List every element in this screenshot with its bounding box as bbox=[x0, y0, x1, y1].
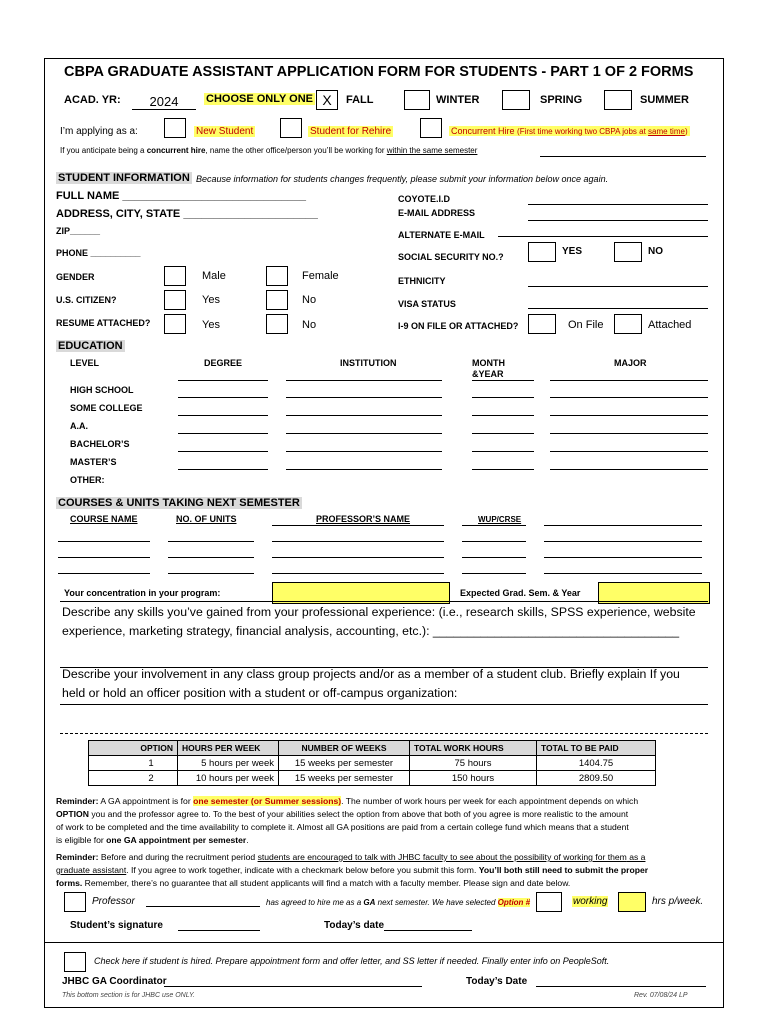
course-name-input[interactable] bbox=[58, 573, 150, 574]
ssn-yes-checkbox[interactable] bbox=[528, 242, 556, 262]
hrs-week-label: hrs p/week. bbox=[652, 896, 704, 907]
month-year-input[interactable] bbox=[472, 451, 534, 452]
email-label: E-MAIL ADDRESS bbox=[398, 208, 476, 218]
table-cell: 15 weeks per semester bbox=[279, 756, 410, 771]
major-input[interactable] bbox=[550, 451, 708, 452]
alt-email-label: ALTERNATE E-MAIL bbox=[398, 230, 485, 240]
question-involvement: Describe your involvement in any class group projects and/or as a member of a student club. Briefly explain If you bbox=[62, 667, 680, 681]
units-header: NO. OF UNITS bbox=[176, 514, 237, 524]
options-header-paid: TOTAL TO BE PAID bbox=[537, 741, 656, 756]
month-year-input[interactable] bbox=[472, 380, 534, 381]
wup-input[interactable] bbox=[462, 557, 526, 558]
table-cell: 75 hours bbox=[410, 756, 537, 771]
course-name-input[interactable] bbox=[58, 557, 150, 558]
degree-input[interactable] bbox=[178, 380, 268, 381]
table-cell: 15 weeks per semester bbox=[279, 771, 410, 786]
options-table bbox=[88, 740, 656, 786]
reminder-one: Reminder: A GA appointment is for one semester (or Summer sessions). The number of work hours per week for each appointment depends on which OPTION you and the professor agree to. To the best of your abilities select the option from above that both of you agree is more realistic to the amount of work to be completed and the time availability to complete it. Almost all GA positions are paid from a certain college fund which means that a student is eligible for one GA appointment per semester. bbox=[56, 796, 639, 845]
question-involvement-cont: held or hold an officer position with a student or off-campus organization: bbox=[62, 686, 458, 700]
table-cell: 1 bbox=[89, 756, 178, 771]
coyote-id-label: COYOTE.I.D bbox=[398, 194, 451, 204]
professor-label: Professor bbox=[92, 896, 135, 907]
email-input[interactable] bbox=[528, 220, 708, 221]
resume-no-checkbox[interactable] bbox=[266, 314, 288, 334]
ssn-label: SOCIAL SECURITY NO.? bbox=[398, 252, 504, 262]
degree-header: DEGREE bbox=[204, 358, 243, 368]
professor-name-input[interactable] bbox=[272, 573, 444, 574]
fall-label: FALL bbox=[346, 94, 374, 106]
level-masters: MASTER’S bbox=[70, 457, 117, 467]
winter-label: WINTER bbox=[436, 94, 480, 106]
citizen-yes-label: Yes bbox=[202, 294, 220, 306]
institution-header: INSTITUTION bbox=[340, 358, 397, 368]
full-name-field[interactable]: FULL NAME ______________________________ bbox=[56, 190, 306, 202]
professor-name-input[interactable] bbox=[272, 525, 444, 526]
level-aa: A.A. bbox=[70, 421, 88, 431]
wup-input[interactable] bbox=[462, 525, 526, 526]
working-label: working bbox=[573, 896, 608, 907]
institution-input[interactable] bbox=[286, 469, 442, 470]
professor-header: PROFESSOR’S NAME bbox=[316, 514, 411, 524]
citizen-no-checkbox[interactable] bbox=[266, 290, 288, 310]
question-skills: Describe any skills you’ve gained from your professional experience: (i.e., research skills, SPSS experience, website bbox=[62, 605, 696, 619]
resume-yes-checkbox[interactable] bbox=[164, 314, 186, 334]
today-date-label: Today’s date bbox=[324, 920, 385, 931]
extra-input[interactable] bbox=[544, 557, 702, 558]
major-input[interactable] bbox=[550, 397, 708, 398]
month-year-input[interactable] bbox=[472, 397, 534, 398]
hired-checkbox[interactable] bbox=[64, 952, 86, 972]
summer-label: SUMMER bbox=[640, 94, 689, 106]
institution-input[interactable] bbox=[286, 397, 442, 398]
concurrent-checkbox[interactable] bbox=[420, 118, 442, 138]
options-header-hours: HOURS PER WEEK bbox=[178, 741, 279, 756]
summer-checkbox[interactable] bbox=[604, 90, 632, 110]
units-input[interactable] bbox=[168, 557, 254, 558]
degree-input[interactable] bbox=[178, 433, 268, 434]
major-input[interactable] bbox=[550, 415, 708, 416]
level-high-school: HIGH SCHOOL bbox=[70, 385, 134, 395]
spring-checkbox[interactable] bbox=[502, 90, 530, 110]
concurrent-hint: If you anticipate being a concurrent hire, name the other office/person you’ll be working for within the same semester bbox=[60, 146, 478, 155]
education-heading: EDUCATION bbox=[58, 340, 123, 352]
year-header: &YEAR bbox=[472, 369, 504, 379]
degree-input[interactable] bbox=[178, 451, 268, 452]
alt-email-input[interactable] bbox=[498, 236, 708, 237]
fall-checkbox[interactable]: X bbox=[316, 90, 338, 110]
extra-input[interactable] bbox=[544, 573, 702, 574]
ssn-no-checkbox[interactable] bbox=[614, 242, 642, 262]
institution-input[interactable] bbox=[286, 433, 442, 434]
level-bachelors: BACHELOR’S bbox=[70, 439, 130, 449]
agreement-checkbox[interactable] bbox=[64, 892, 86, 912]
student-info-heading: STUDENT INFORMATION bbox=[58, 172, 190, 184]
footer-date-label: Today’s Date bbox=[466, 976, 528, 987]
female-checkbox[interactable] bbox=[266, 266, 288, 286]
table-row bbox=[89, 771, 656, 786]
revision-label: Rev. 07/08/24 LP bbox=[634, 992, 688, 999]
institution-input[interactable] bbox=[286, 380, 442, 381]
wup-input[interactable] bbox=[462, 541, 526, 542]
choose-only-one-label: CHOOSE ONLY ONE bbox=[206, 93, 313, 105]
gender-label: GENDER bbox=[56, 272, 95, 282]
bottom-note: This bottom section is for JHBC use ONLY. bbox=[62, 992, 195, 999]
month-year-input[interactable] bbox=[472, 433, 534, 434]
new-student-checkbox[interactable] bbox=[164, 118, 186, 138]
coordinator-input[interactable] bbox=[164, 986, 422, 987]
acad-yr-label: ACAD. YR: bbox=[64, 94, 121, 106]
extra-input[interactable] bbox=[544, 541, 702, 542]
i9-label: I-9 ON FILE OR ATTACHED? bbox=[398, 321, 519, 331]
grad-sem-label: Expected Grad. Sem. & Year bbox=[460, 588, 581, 598]
zip-field[interactable]: ZIP______ bbox=[56, 226, 101, 236]
degree-input[interactable] bbox=[178, 397, 268, 398]
courses-heading: COURSES & UNITS TAKING NEXT SEMESTER bbox=[58, 497, 300, 509]
coyote-id-input[interactable] bbox=[528, 204, 708, 205]
winter-checkbox[interactable] bbox=[404, 90, 430, 110]
major-input[interactable] bbox=[550, 433, 708, 434]
divider bbox=[60, 601, 708, 602]
major-input[interactable] bbox=[550, 380, 708, 381]
student-info-note: Because information for students changes frequently, please submit your information below once again. bbox=[196, 174, 609, 184]
table-cell: 2809.50 bbox=[537, 771, 656, 786]
institution-input[interactable] bbox=[286, 415, 442, 416]
applying-label: I’m applying as a: bbox=[60, 126, 138, 137]
male-checkbox[interactable] bbox=[164, 266, 186, 286]
hired-instructions: Check here if student is hired. Prepare appointment form and offer letter, and SS letter if needed. Finally enter info on PeopleSoft. bbox=[94, 956, 610, 966]
coordinator-label: JHBC GA Coordinator bbox=[62, 976, 167, 987]
rehire-checkbox[interactable] bbox=[280, 118, 302, 138]
citizen-yes-checkbox[interactable] bbox=[164, 290, 186, 310]
new-student-label: New Student bbox=[196, 126, 254, 137]
concurrent-label: Concurrent Hire (First time working two CBPA jobs at same time) bbox=[451, 126, 688, 136]
major-header: MAJOR bbox=[614, 358, 647, 368]
i9-onfile-label: On File bbox=[568, 319, 604, 331]
female-label: Female bbox=[302, 270, 339, 282]
professor-input[interactable] bbox=[146, 906, 260, 907]
units-input[interactable] bbox=[168, 573, 254, 574]
level-some-college: SOME COLLEGE bbox=[70, 403, 143, 413]
ssn-no-label: NO bbox=[648, 246, 663, 257]
professor-name-input[interactable] bbox=[272, 557, 444, 558]
options-header-option: OPTION bbox=[89, 741, 178, 756]
visa-input[interactable] bbox=[528, 308, 708, 309]
course-name-input[interactable] bbox=[58, 541, 150, 542]
form-title: CBPA GRADUATE ASSISTANT APPLICATION FORM FOR STUDENTS - PART 1 OF 2 FORMS bbox=[64, 64, 694, 80]
resume-label: RESUME ATTACHED? bbox=[56, 318, 151, 328]
month-year-input[interactable] bbox=[472, 469, 534, 470]
answer-involvement-line-1[interactable] bbox=[60, 704, 708, 705]
table-row bbox=[89, 756, 656, 771]
resume-yes-label: Yes bbox=[202, 319, 220, 331]
degree-input[interactable] bbox=[178, 415, 268, 416]
i9-attached-checkbox[interactable] bbox=[614, 314, 642, 334]
table-cell: 5 hours per week bbox=[178, 756, 279, 771]
option-number-input[interactable] bbox=[536, 892, 562, 912]
phone-field[interactable]: PHONE __________ bbox=[56, 248, 141, 258]
male-label: Male bbox=[202, 270, 226, 282]
institution-input[interactable] bbox=[286, 451, 442, 452]
address-field[interactable]: ADDRESS, CITY, STATE ______________________ bbox=[56, 208, 318, 220]
wup-header: WUP/CRSE bbox=[478, 515, 522, 524]
spring-label: SPRING bbox=[540, 94, 583, 106]
level-header: LEVEL bbox=[70, 358, 100, 368]
options-header-total-hours: TOTAL WORK HOURS bbox=[410, 741, 537, 756]
rehire-label: Student for Rehire bbox=[310, 126, 392, 137]
acad-yr-input[interactable]: 2024 bbox=[132, 94, 196, 110]
concurrent-other-line[interactable] bbox=[540, 156, 706, 157]
concentration-label: Your concentration in your program: bbox=[64, 588, 221, 598]
citizen-label: U.S. CITIZEN? bbox=[56, 295, 117, 305]
answer-involvement-line-2[interactable] bbox=[60, 733, 708, 734]
agreement-text: has agreed to hire me as a GA next semester. We have selected Option # bbox=[266, 898, 531, 907]
units-input[interactable] bbox=[168, 541, 254, 542]
major-input[interactable] bbox=[550, 469, 708, 470]
signature-label: Student’s signature bbox=[70, 920, 163, 931]
ethnicity-input[interactable] bbox=[528, 286, 708, 287]
footer-divider bbox=[44, 942, 724, 943]
today-date-input[interactable] bbox=[384, 930, 472, 931]
question-skills-cont[interactable]: experience, marketing strategy, financial analysis, accounting, etc.): ____________________________________ bbox=[62, 624, 680, 638]
table-cell: 1404.75 bbox=[537, 756, 656, 771]
professor-name-input[interactable] bbox=[272, 541, 444, 542]
table-cell: 10 hours per week bbox=[178, 771, 279, 786]
resume-no-label: No bbox=[302, 319, 317, 331]
month-header: MONTH bbox=[472, 358, 505, 368]
wup-input[interactable] bbox=[462, 573, 526, 574]
visa-label: VISA STATUS bbox=[398, 299, 456, 309]
month-year-input[interactable] bbox=[472, 415, 534, 416]
hours-input[interactable] bbox=[618, 892, 646, 912]
ssn-yes-label: YES bbox=[562, 246, 583, 257]
level-other: OTHER: bbox=[70, 475, 105, 485]
citizen-no-label: No bbox=[302, 294, 317, 306]
extra-input[interactable] bbox=[544, 525, 702, 526]
options-header-weeks: NUMBER OF WEEKS bbox=[279, 741, 410, 756]
table-cell: 2 bbox=[89, 771, 178, 786]
ethnicity-label: ETHNICITY bbox=[398, 276, 446, 286]
degree-input[interactable] bbox=[178, 469, 268, 470]
course-name-header: COURSE NAME bbox=[70, 514, 138, 524]
table-cell: 150 hours bbox=[410, 771, 537, 786]
i9-onfile-checkbox[interactable] bbox=[528, 314, 556, 334]
footer-date-input[interactable] bbox=[536, 986, 706, 987]
i9-attached-label: Attached bbox=[648, 319, 692, 331]
signature-input[interactable] bbox=[178, 930, 260, 931]
reminder-two: Reminder: Before and during the recruitment period students are encouraged to talk with JHBC faculty to see about the possibility of working for them as a graduate assistant. If you agree to work together, indicate with a checkmark below before you submit this form. You’ll both still need to submit the proper forms. Remember, there’s no guarantee that all student applicants will find a match with a faculty member. Please sign and date below. bbox=[56, 852, 649, 888]
